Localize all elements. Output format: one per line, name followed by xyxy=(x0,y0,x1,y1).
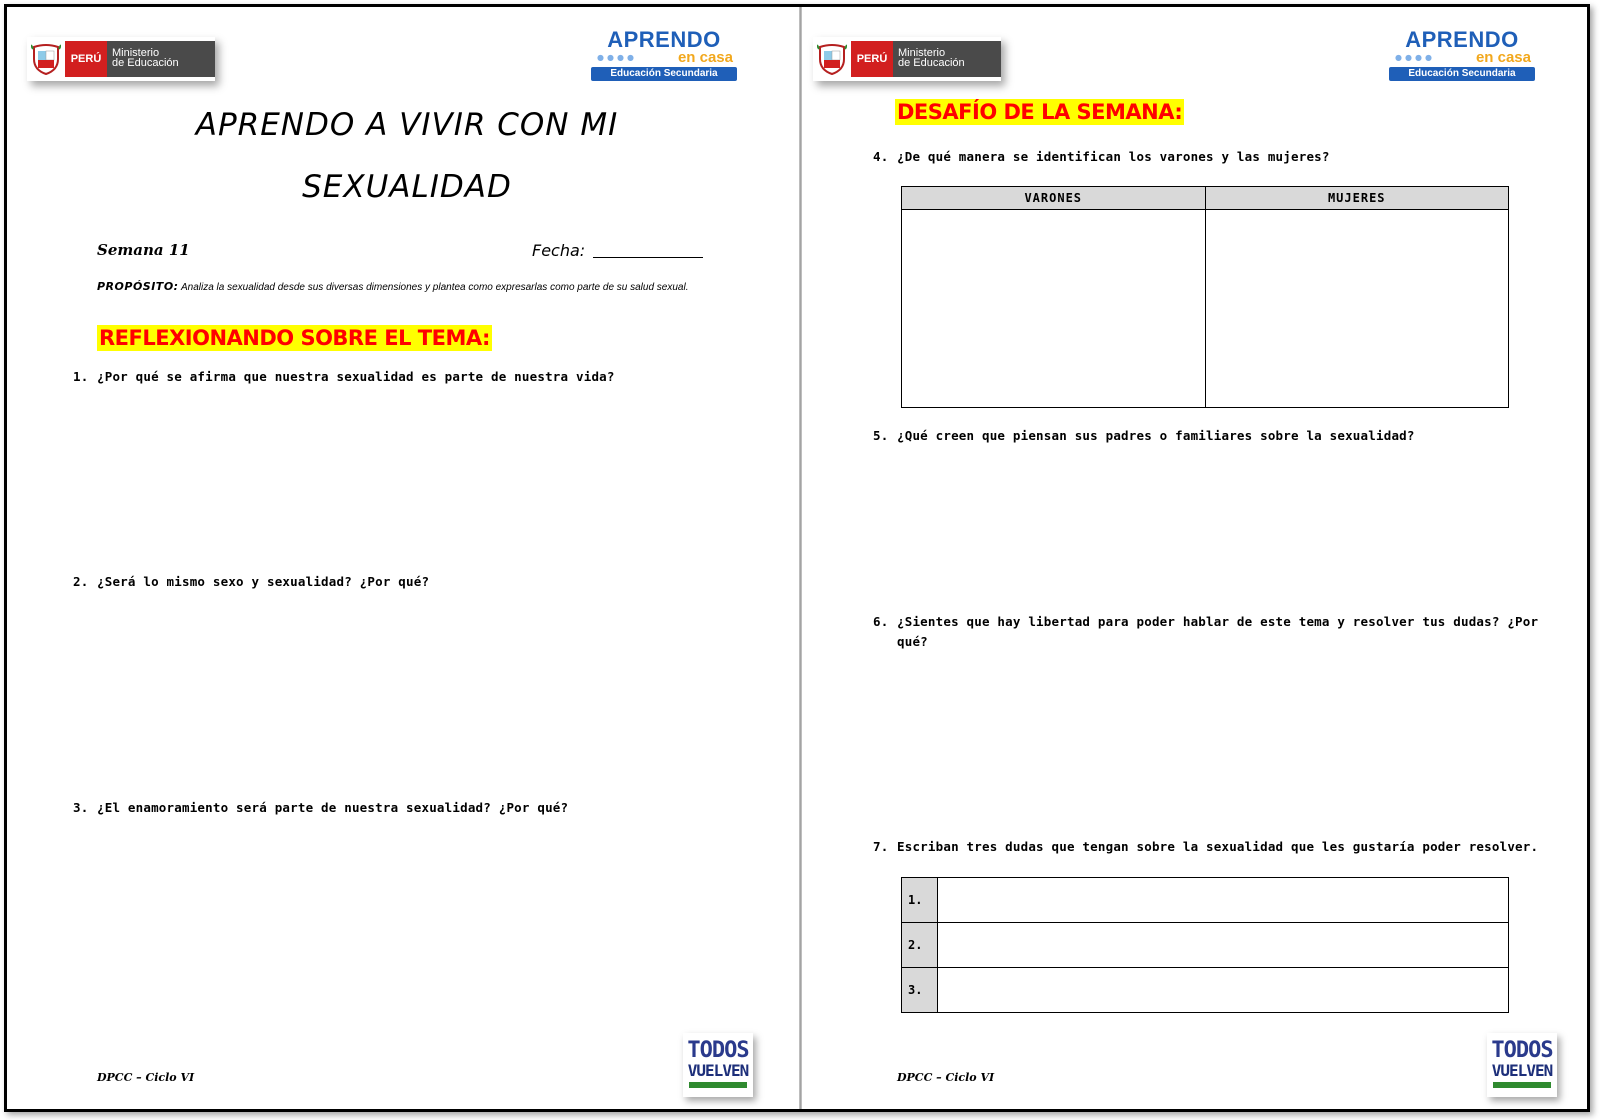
ministry-line2: de Educación xyxy=(898,57,965,69)
section-heading-reflexionando: REFLEXIONANDO SOBRE EL TEMA: xyxy=(99,326,490,350)
question-text: ¿Por qué se afirma que nuestra sexualidad es parte de nuestra vida? xyxy=(97,369,615,384)
question-number: 5. xyxy=(873,428,889,443)
fecha-label: Fecha: xyxy=(532,241,586,260)
ministry-label xyxy=(893,41,1001,77)
dots-icon: ●●●● xyxy=(1395,53,1435,62)
document-sheet xyxy=(4,4,1590,1112)
question-number: 4. xyxy=(873,149,889,164)
header-mujeres: MUJERES xyxy=(1205,187,1509,210)
minedu-logo xyxy=(813,37,1001,81)
table-header-row xyxy=(902,187,1509,210)
question-text: ¿De qué manera se identifican los varones y las mujeres? xyxy=(897,149,1330,164)
minedu-logo xyxy=(27,37,215,81)
table-row xyxy=(902,210,1509,408)
todos-line2: VUELVEN xyxy=(687,1061,749,1080)
question-number: 7. xyxy=(873,839,889,854)
footer-left: DPCC – Ciclo VI xyxy=(97,1071,195,1084)
aprendo-band: Educación Secundaria xyxy=(1389,67,1535,81)
todos-band xyxy=(689,1082,747,1088)
question-5 xyxy=(873,426,1415,446)
question-4 xyxy=(873,147,1330,167)
todos-line1: TODOS xyxy=(687,1038,749,1063)
section-heading-desafio: DESAFÍO DE LA SEMANA: xyxy=(897,100,1183,124)
aprendo-en-casa-logo xyxy=(1387,29,1537,89)
aprendo-sub: en casa xyxy=(1475,49,1531,66)
question-1 xyxy=(73,367,615,387)
ministry-line1: Ministerio xyxy=(112,47,160,59)
question-number: 1. xyxy=(73,369,89,384)
table-row xyxy=(902,878,1509,923)
aprendo-band: Educación Secundaria xyxy=(591,67,737,81)
fecha-blank[interactable] xyxy=(593,257,703,258)
varones-cell[interactable] xyxy=(902,210,1206,408)
mujeres-cell[interactable] xyxy=(1205,210,1509,408)
todos-line1: TODOS xyxy=(1491,1038,1553,1063)
question-6 xyxy=(873,612,1538,652)
duda-cell-3[interactable] xyxy=(938,968,1509,1013)
question-text: ¿Sientes que hay libertad para poder hablar de este tema y resolver tus dudas? ¿Por xyxy=(897,614,1539,629)
question-2 xyxy=(73,572,429,592)
question-number: 2. xyxy=(73,574,89,589)
ministry-label xyxy=(107,41,215,77)
todos-vuelven-logo xyxy=(1487,1033,1557,1097)
question-7 xyxy=(873,837,1538,857)
question-3 xyxy=(73,798,568,818)
duda-cell-1[interactable] xyxy=(938,878,1509,923)
page-title-line1: APRENDO A VIVIR CON MI xyxy=(195,107,619,143)
question-text: ¿El enamoramiento será parte de nuestra sexualidad? ¿Por qué? xyxy=(97,800,569,815)
proposito-label: PROPÓSITO: xyxy=(97,280,179,293)
duda-cell-2[interactable] xyxy=(938,923,1509,968)
aprendo-sub: en casa xyxy=(677,49,733,66)
row-number: 2. xyxy=(902,923,938,968)
question-text-continued: qué? xyxy=(897,634,928,649)
coat-of-arms-icon xyxy=(813,37,851,81)
proposito xyxy=(97,280,717,294)
table-row xyxy=(902,923,1509,968)
coat-of-arms-icon xyxy=(27,37,65,81)
page-title-line2: SEXUALIDAD xyxy=(302,169,512,205)
row-number: 3. xyxy=(902,968,938,1013)
varones-mujeres-table xyxy=(901,186,1509,408)
proposito-text: Analiza la sexualidad desde sus diversas dimensiones y plantea como expresarlas como parte de su salud sexual. xyxy=(178,282,689,293)
dudas-table xyxy=(901,877,1509,1013)
question-number: 6. xyxy=(873,614,889,629)
question-number: 3. xyxy=(73,800,89,815)
todos-band xyxy=(1493,1082,1551,1088)
dots-icon: ●●●● xyxy=(597,53,637,62)
table-row xyxy=(902,968,1509,1013)
aprendo-en-casa-logo xyxy=(589,29,739,89)
question-text: ¿Qué creen que piensan sus padres o familiares sobre la sexualidad? xyxy=(897,428,1415,443)
todos-vuelven-logo xyxy=(683,1033,753,1097)
peru-label: PERÚ xyxy=(851,41,893,77)
question-text: Escriban tres dudas que tengan sobre la sexualidad que les gustaría poder resolver. xyxy=(897,839,1539,854)
ministry-line2: de Educación xyxy=(112,57,179,69)
page-divider xyxy=(799,7,802,1109)
todos-line2: VUELVEN xyxy=(1491,1061,1553,1080)
aprendo-title: APRENDO xyxy=(1405,27,1519,52)
peru-label: PERÚ xyxy=(65,41,107,77)
question-text: ¿Será lo mismo sexo y sexualidad? ¿Por qué? xyxy=(97,574,430,589)
footer-right: DPCC – Ciclo VI xyxy=(897,1071,995,1084)
aprendo-title: APRENDO xyxy=(607,27,721,52)
semana-label: Semana 11 xyxy=(97,241,190,259)
header-varones: VARONES xyxy=(902,187,1206,210)
row-number: 1. xyxy=(902,878,938,923)
ministry-line1: Ministerio xyxy=(898,47,946,59)
left-page xyxy=(7,7,799,1109)
